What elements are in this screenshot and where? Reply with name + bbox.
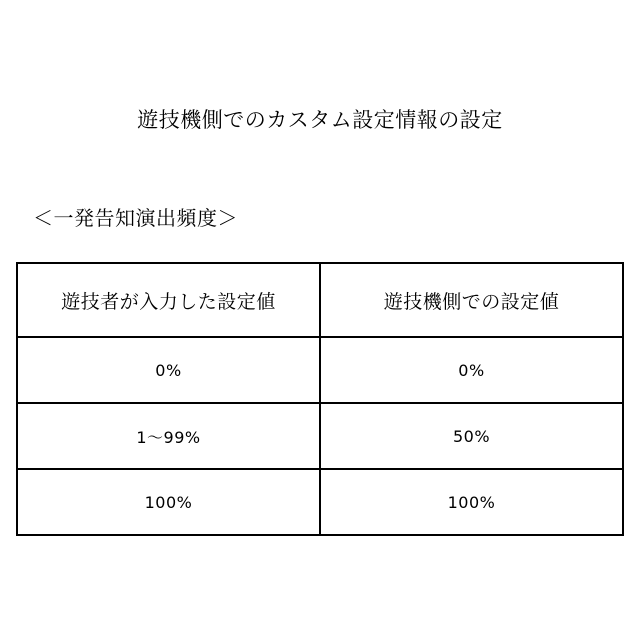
table-cell-machine-value: 100% [320,469,623,535]
table-cell-machine-value: 0% [320,337,623,403]
page-title: 遊技機側でのカスタム設定情報の設定 [137,108,503,132]
table-cell-machine-value: 50% [320,403,623,469]
table-row [17,337,623,403]
table-header-cell-input-value: 遊技者が入力した設定値 [17,263,320,337]
table-header-cell-machine-value: 遊技機側での設定値 [320,263,623,337]
table-cell-input-value: 100% [17,469,320,535]
table-cell-input-value: 1〜99% [17,403,320,469]
settings-table [16,262,624,536]
table-row [17,403,623,469]
table-row [17,469,623,535]
table-cell-input-value: 0% [17,337,320,403]
table-header-row [17,263,623,337]
section-heading: ＜一発告知演出頻度＞ [33,206,238,230]
